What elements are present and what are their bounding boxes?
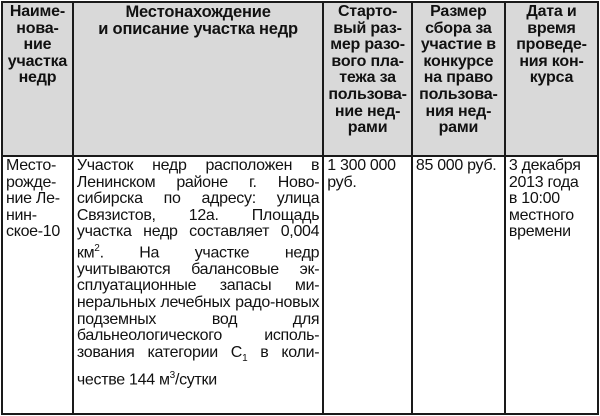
header-start-payment: Старто- вый раз- мер разо- вого пла- тежа за пользова- ние нед- рами [323,2,412,156]
description-sub-category: 1 [242,353,248,365]
cell-start-payment: 1 300 000 руб. [323,156,412,414]
header-location-description: Местонахождение и описание участка недр [73,2,323,156]
description-sup-volume: 3 [169,369,175,381]
header-plot-name: Наиме- нова- ние участка недр [2,2,73,156]
cell-plot-name: Место- рожде- ние Ле- нин- ское-10 [2,156,73,414]
description-text-4: /сутки [174,370,217,388]
cell-tender-date: 3 декабря 2013 года в 10:00 местного времени [505,156,598,414]
header-row [2,2,598,156]
description-text-2: . На участке недр учитываются балансовые эк-сплуатационные запасы ми-неральных лечебных радо-новых подземных вод для бальнеологического исполь-зования категории С [76,244,320,361]
cell-participation-fee: 85 000 руб. [412,156,505,414]
header-participation-fee: Размер сбора за участие в конкурсе на право пользова- ния нед- рами [412,2,505,156]
tender-table [1,1,599,415]
description-text-1: Участок недр расположен в Ленинском районе г. Ново-сибирска по адресу: улица Связистов, 12а. Площадь участка недр составляет 0,004 км [76,157,320,262]
description-text-3: в коли-честве 144 м [76,343,320,388]
header-tender-date: Дата и время проведе- ния кон- курса [505,2,598,156]
description-sup-area: 2 [94,242,100,254]
table-row [2,156,598,414]
cell-location-description [73,156,323,414]
